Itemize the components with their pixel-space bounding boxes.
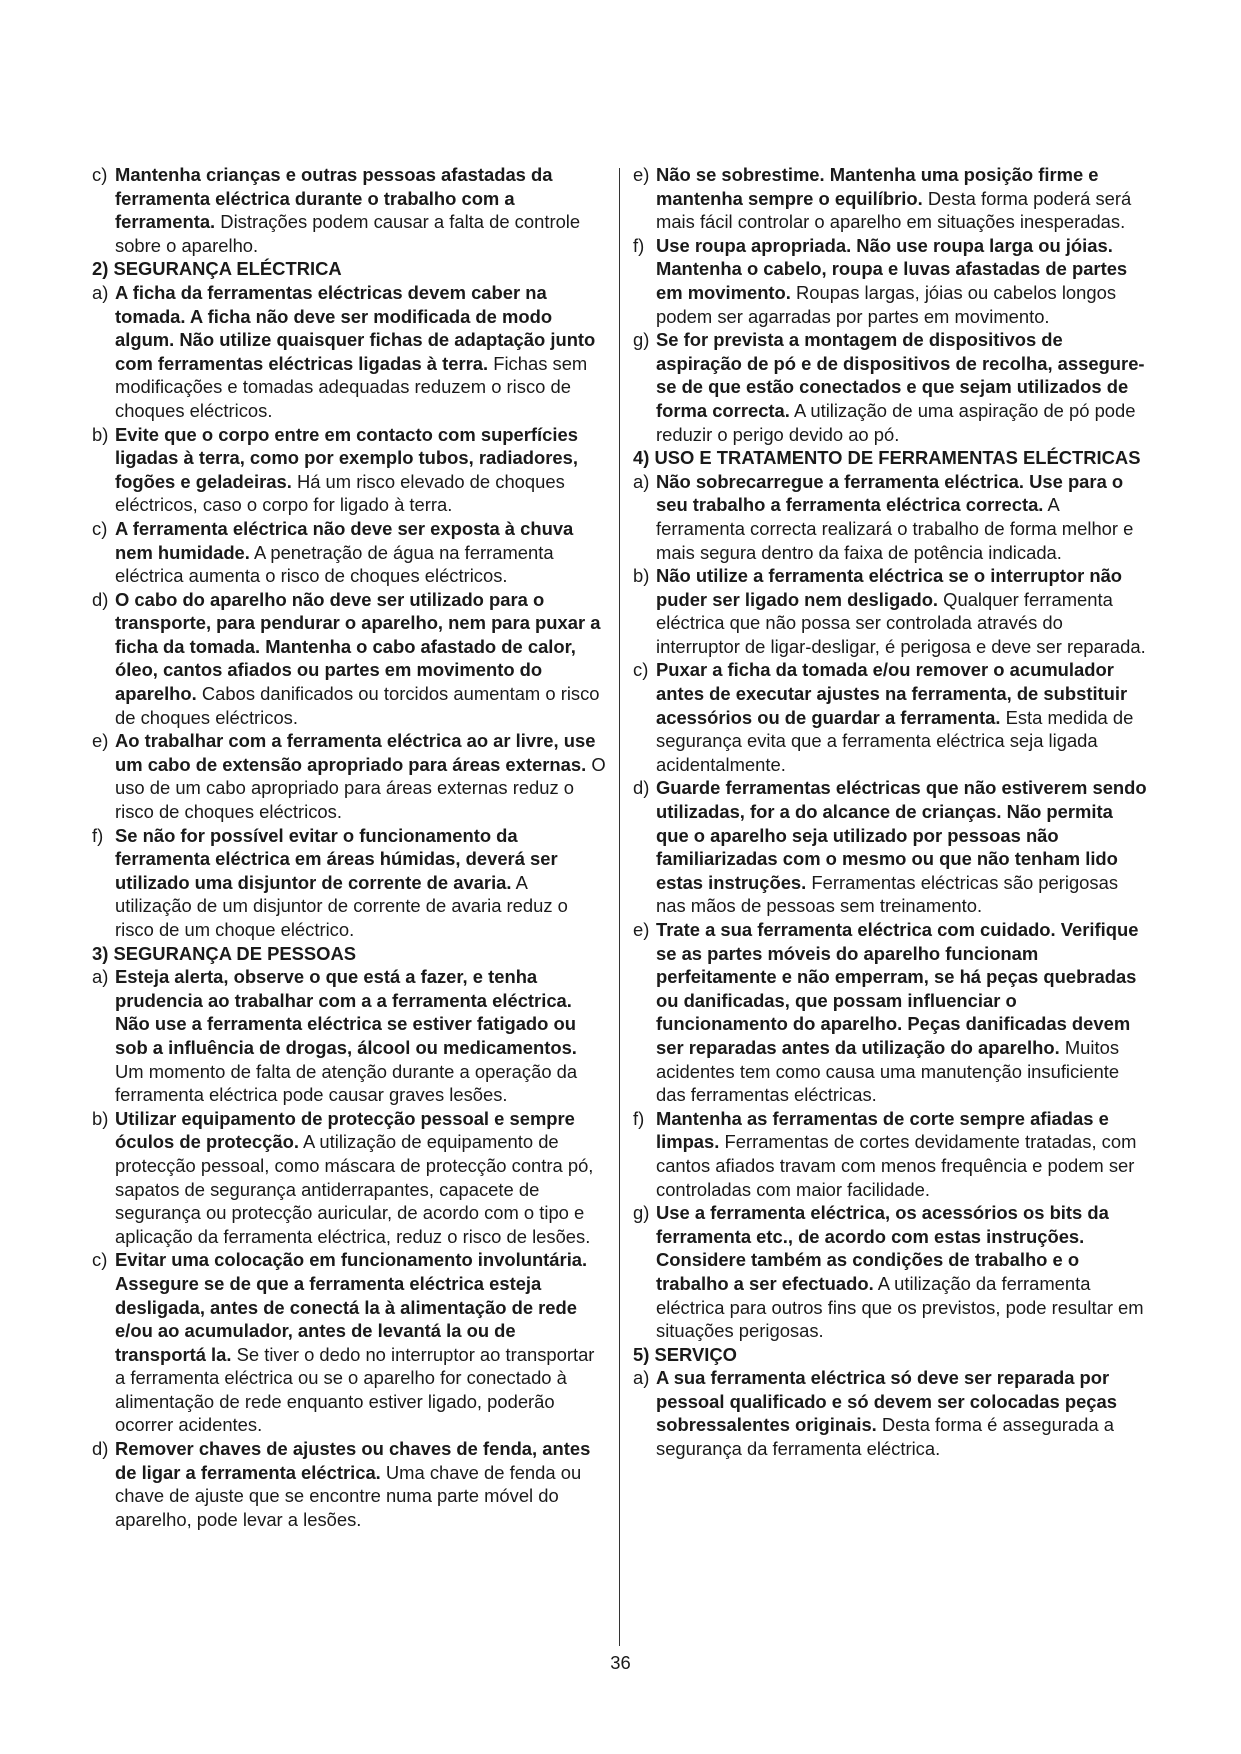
item-body-text: A utilização de um disjuntor de corrente de avaria reduz o risco de um choque eléctrico. (115, 871, 568, 940)
item-marker: b) (92, 1107, 109, 1129)
instruction-item (633, 564, 1149, 658)
item-lead-text: Puxar a ficha da tomada e/ou remover o acumulador antes de executar ajustes na ferramenta, de substituir acessórios ou de guardar a ferramenta. (656, 659, 1128, 728)
instruction-item (633, 163, 1149, 234)
item-marker: d) (92, 1438, 109, 1460)
instruction-item (92, 163, 607, 257)
item-marker: f) (633, 1107, 645, 1129)
item-body-text: Desta forma é assegurada a segurança da ferramenta eléctrica. (656, 1414, 1114, 1460)
instruction-item (92, 824, 607, 942)
item-marker: b) (633, 565, 650, 587)
item-lead-text: Remover chaves de ajustes ou chaves de fenda, antes de ligar a ferramenta eléctrica. (115, 1438, 591, 1483)
item-marker: e) (633, 919, 650, 940)
item-lead-text: Não sobrecarregue a ferramenta eléctrica. Use para o seu trabalho a ferramenta eléctrica correcta. (656, 470, 1124, 516)
section-heading: 3) SEGURANÇA DE PESSOAS (92, 942, 356, 964)
item-marker: d) (633, 777, 650, 799)
item-marker: a) (633, 1367, 650, 1389)
instruction-item (633, 1201, 1149, 1343)
column-divider (619, 168, 620, 1646)
page-number: 36 (610, 1652, 631, 1673)
item-body-text: A utilização da ferramenta eléctrica para outros fins que os previstos, pode resultar em situações perigosas. (656, 1272, 1144, 1342)
instruction-item (92, 965, 607, 1107)
item-lead-text: Esteja alerta, observe o que está a fazer, e tenha prudencia ao trabalhar com a a ferramenta eléctrica. Não use a ferramenta eléctrica se estiver fatigado ou sob a influência de drogas, álcool ou medicamentos. (115, 966, 577, 1058)
section-heading: 5) SERVIÇO (633, 1343, 737, 1365)
right-column (633, 163, 1149, 1461)
item-body-text: Cabos danificados ou torcidos aumentam o risco de choques eléctricos. (115, 683, 600, 728)
instruction-item (92, 281, 607, 423)
item-marker: f) (92, 824, 104, 846)
instruction-item (92, 588, 607, 730)
instruction-item (92, 729, 607, 823)
item-lead-text: Não utilize a ferramenta eléctrica se o interruptor não puder ser ligado nem desligado. (656, 565, 1123, 610)
item-lead-text: Mantenha as ferramentas de corte sempre afiadas e limpas. (656, 1107, 1109, 1153)
item-lead-text: Mantenha crianças e outras pessoas afastadas da ferramenta eléctrica durante o trabalho com a ferramenta. (115, 164, 553, 233)
item-body-text: Se tiver o dedo no interruptor ao transportar a ferramenta eléctrica ou se o aparelho for conectado à alimentação de rede enquanto estiver ligado, poderão ocorrer acidentes. (115, 1343, 595, 1436)
item-body-text: Distrações podem causar a falta de controle sobre o aparelho. (115, 211, 581, 256)
instruction-item (92, 517, 607, 588)
item-marker: a) (633, 470, 650, 492)
item-marker: c) (92, 1249, 108, 1271)
instruction-item (633, 776, 1149, 918)
item-body-text: O uso de um cabo apropriado para áreas externas reduz o risco de choques eléctricos. (115, 753, 606, 823)
item-marker: b) (92, 423, 109, 445)
item-body-text: Desta forma poderá será mais fácil controlar o aparelho em situações inesperadas. (656, 187, 1132, 233)
item-marker: c) (92, 517, 108, 539)
item-marker: c) (92, 164, 108, 185)
item-lead-text: Se não for possível evitar o funcionamento da ferramenta eléctrica em áreas húmidas, deverá ser utilizado uma disjuntor de corrente de avaria. (115, 824, 558, 893)
instruction-item (633, 658, 1149, 776)
item-lead-text: O cabo do aparelho não deve ser utilizado para o transporte, para pendurar o aparelho, nem para puxar a ficha da tomada. Mantenha o cabo afastado de calor, óleo, cantos afiados ou partes em movimento do aparelho. (115, 588, 601, 705)
item-body-text: Uma chave de fenda ou chave de ajuste que se encontre numa parte móvel do aparelho, pode levar a lesões. (115, 1461, 582, 1530)
item-body-text: Esta medida de segurança evita que a ferramenta eléctrica seja ligada acidentalmente. (656, 706, 1134, 775)
item-body-text: Muitos acidentes tem como causa uma manutenção insuficiente das ferramentas eléctricas. (656, 1036, 1120, 1106)
instruction-item (633, 918, 1149, 1107)
item-body-text: Roupas largas, jóias ou cabelos longos podem ser agarradas por partes em movimento. (656, 281, 1117, 327)
item-lead-text: Guarde ferramentas eléctricas que não estiverem sendo utilizadas, for a do alcance de crianças. Não permita que o aparelho seja utilizado por pessoas não familiarizadas com o mesmo ou que não tenham lido estas instruções. (656, 777, 1147, 893)
instruction-item (633, 234, 1149, 328)
item-lead-text: Evite que o corpo entre em contacto com superfícies ligadas à terra, como por exemplo tubos, radiadores, fogões e geladeiras. (115, 423, 578, 492)
item-lead-text: Use a ferramenta eléctrica, os acessórios os bits da ferramenta etc., de acordo com estas instruções. Considere também as condições de trabalho e o trabalho a ser efectuado. (656, 1202, 1109, 1294)
item-marker: a) (92, 966, 109, 988)
item-marker: d) (92, 588, 109, 610)
instruction-item (92, 1437, 607, 1531)
item-body-text: A utilização de uma aspiração de pó pode reduzir o perigo devido ao pó. (656, 399, 1136, 445)
item-marker: c) (633, 659, 649, 681)
item-marker: e) (92, 730, 109, 752)
item-body-text: A penetração de água na ferramenta eléctrica aumenta o risco de choques eléctricos. (115, 541, 554, 587)
instruction-item (92, 1107, 607, 1249)
instruction-item (633, 328, 1149, 446)
item-lead-text: Ao trabalhar com a ferramenta eléctrica ao ar livre, use um cabo de extensão apropriado para áreas externas. (115, 730, 596, 775)
instruction-item (92, 1248, 607, 1437)
left-column (92, 163, 607, 1531)
item-lead-text: A sua ferramenta eléctrica só deve ser reparada por pessoal qualificado e só devem ser colocadas peças sobressalentes originais. (656, 1367, 1117, 1436)
item-lead-text: Evitar uma colocação em funcionamento involuntária. Assegure se de que a ferramenta eléctrica esteja desligada, antes de conectá la à alimentação de rede e/ou ao acumulador, antes de levantá la ou de transportá la. (115, 1249, 588, 1365)
item-marker: f) (633, 234, 645, 256)
item-body-text: Qualquer ferramenta eléctrica que não possa ser controlada através do interruptor de ligar-desligar, é perigosa e deve ser reparada. (656, 588, 1146, 657)
item-body-text: Fichas sem modificações e tomadas adequadas reduzem o risco de choques eléctricos. (115, 352, 588, 421)
item-lead-text: Trate a sua ferramenta eléctrica com cuidado. Verifique se as partes móveis do aparelho funcionam perfeitamente e não emperram, se há peças quebradas ou danificadas, que possam influenciar o funcionamento do aparelho. Peças danificadas devem ser reparadas antes da utilização do aparelho. (656, 919, 1139, 1058)
item-body-text: Ferramentas eléctricas são perigosas nas mãos de pessoas sem treinamento. (656, 871, 1119, 917)
instruction-item (92, 423, 607, 517)
item-lead-text: Utilizar equipamento de protecção pessoal e sempre óculos de protecção. (115, 1107, 575, 1153)
item-marker: g) (633, 329, 650, 351)
section-heading: 4) USO E TRATAMENTO DE FERRAMENTAS ELÉCTRICAS (633, 447, 1141, 469)
item-body-text: A utilização de equipamento de protecção pessoal, como máscara de protecção contra pó, sapatos de segurança antiderrapantes, capacete de segurança ou protecção auricular, de acordo com o tipo e aplicação da ferramenta eléctrica, reduz o risco de lesões. (115, 1131, 594, 1247)
item-marker: a) (92, 281, 109, 303)
item-lead-text: A ferramenta eléctrica não deve ser exposta à chuva nem humidade. (115, 517, 574, 563)
item-body-text: Há um risco elevado de choques eléctricos, caso o corpo for ligado à terra. (115, 470, 565, 516)
section-heading: 2) SEGURANÇA ELÉCTRICA (92, 258, 342, 280)
item-body-text: Um momento de falta de atenção durante a operação da ferramenta eléctrica pode causar graves lesões. (115, 1060, 578, 1106)
instruction-item (633, 470, 1149, 564)
item-lead-text: Não se sobrestime. Mantenha uma posição firme e mantenha sempre o equilíbrio. (656, 164, 1099, 209)
item-lead-text: Se for prevista a montagem de dispositivos de aspiração de pó e de dispositivos de recolha, assegure-se de que estão conectados e que sejam utilizados de forma correcta. (656, 329, 1145, 421)
item-marker: g) (633, 1202, 650, 1224)
instruction-item (633, 1107, 1149, 1201)
instruction-item (633, 1366, 1149, 1460)
item-body-text: A ferramenta correcta realizará o trabalho de forma melhor e mais segura dentro da faixa de potência indicada. (656, 494, 1134, 563)
item-marker: e) (633, 164, 650, 185)
item-lead-text: Use roupa apropriada. Não use roupa larga ou jóias. Mantenha o cabelo, roupa e luvas afastadas de partes em movimento. (656, 234, 1128, 303)
item-body-text: Ferramentas de cortes devidamente tratadas, com cantos afiados travam com menos frequência e podem ser controladas com maior facilidade. (656, 1131, 1137, 1200)
item-lead-text: A ficha da ferramentas eléctricas devem caber na tomada. A ficha não deve ser modificada de modo algum. Não utilize quaisquer fichas de adaptação junto com ferramentas eléctricas ligadas à terra. (115, 281, 596, 374)
